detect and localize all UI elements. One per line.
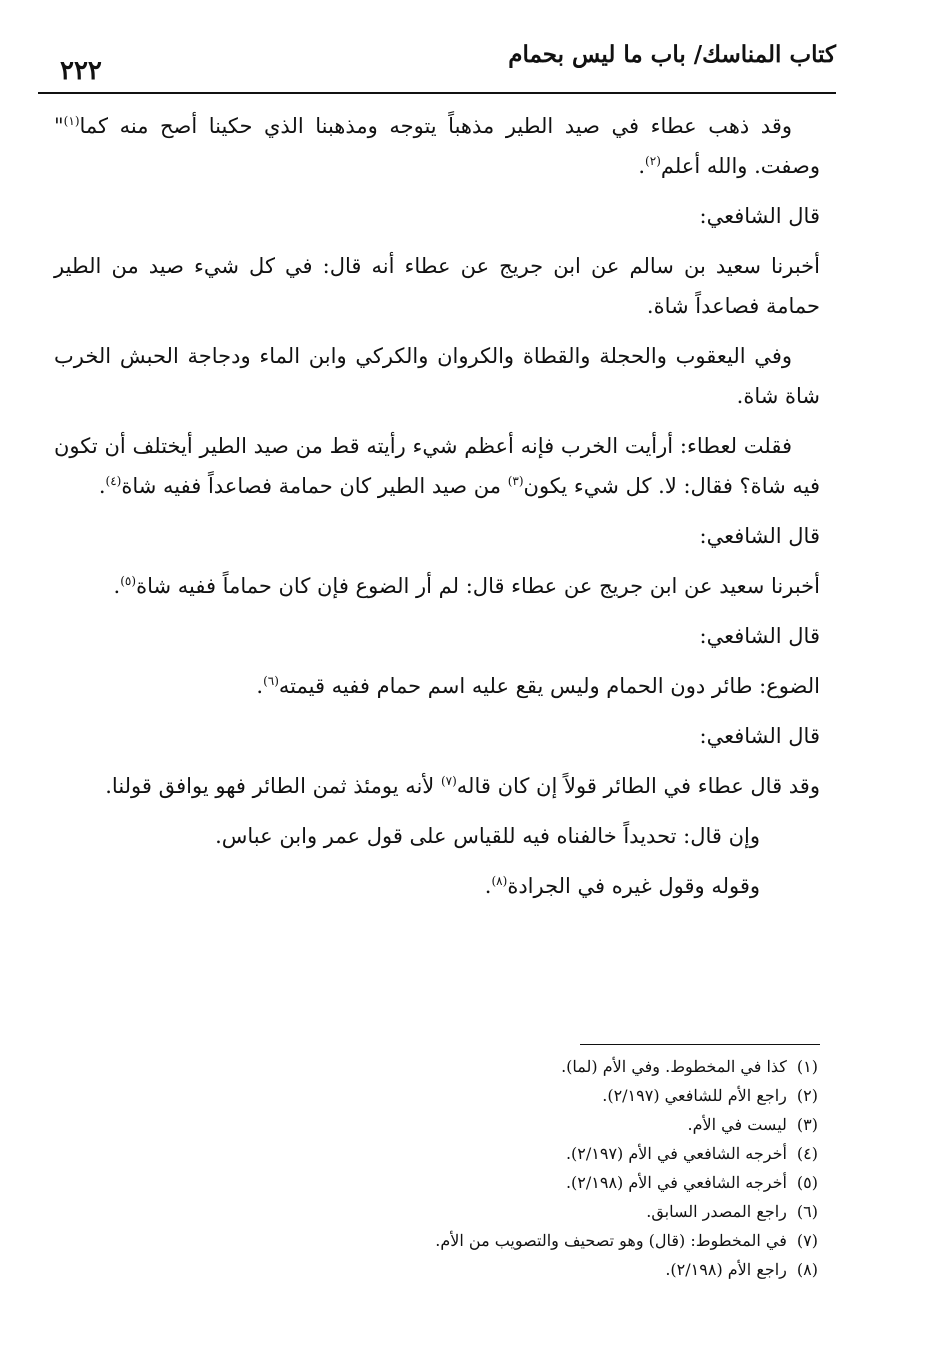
paragraph-5-end: . — [113, 574, 121, 598]
paragraph-1 — [54, 106, 820, 186]
footnote-ref-3: (٣) — [507, 474, 524, 488]
paragraph-4 — [54, 426, 820, 506]
footnotes-list — [60, 1052, 818, 1284]
speaker-heading-1: قال الشافعي: — [699, 204, 820, 228]
paragraph-8: وإن قال: تحديداً خالفناه فيه للقياس على قول عمر وابن عباس. — [215, 824, 760, 848]
footnote-item — [60, 1255, 818, 1284]
footnote-item — [60, 1052, 818, 1081]
paragraph-4-text: فقلت لعطاء: أرأيت الخرب فإنه أعظم شيء رأيته قط من صيد الطير أيختلف أن تكون فيه شاة؟ فقال: لا. كل شيء يكون — [54, 434, 820, 498]
speaker-heading-2: قال الشافعي: — [699, 524, 820, 548]
paragraph-7-mid: لأنه يومئذ ثمن الطائر فهو يوافق قولنا. — [105, 774, 441, 798]
paragraph-4-end: . — [98, 474, 106, 498]
paragraph-7-text: وقد قال عطاء في الطائر قولاً إن كان قاله — [456, 774, 820, 798]
speaker-heading-4: قال الشافعي: — [699, 724, 820, 748]
paragraph-9 — [54, 866, 820, 906]
paragraph-7 — [54, 766, 820, 806]
footnote-ref-6: (٦) — [263, 674, 279, 688]
footnote-text: في المخطوط: (قال) وهو تصحيف والتصويب من الأم. — [435, 1231, 787, 1250]
main-text — [54, 106, 820, 916]
footnote-ref-2: (٢) — [645, 154, 661, 168]
footnote-number: (٣) — [796, 1115, 818, 1134]
paragraph-2: أخبرنا سعيد بن سالم عن ابن جريج عن عطاء أنه قال: في كل شيء صيد من الطير حمامة فصاعداً شاة. — [54, 254, 820, 318]
footnote-number: (٦) — [796, 1202, 818, 1221]
footnote-ref-7: (٧) — [440, 774, 457, 788]
paragraph-5 — [54, 566, 820, 606]
paragraph-1-text: وقد ذهب عطاء في صيد الطير مذهباً يتوجه ومذهبنا الذي حكينا أصح منه كما — [79, 114, 792, 138]
footnote-number: (٥) — [796, 1173, 818, 1192]
footnote-text: راجع الأم للشافعي (٢/١٩٧). — [602, 1086, 787, 1105]
footnote-item — [60, 1197, 818, 1226]
running-header — [40, 34, 836, 90]
footnote-text: أخرجه الشافعي في الأم (٢/١٩٧). — [565, 1144, 787, 1163]
paragraph-4-mid: من صيد الطير كان حمامة فصاعداً ففيه شاة — [121, 474, 508, 498]
footnote-item — [60, 1081, 818, 1110]
footnote-number: (٨) — [796, 1260, 818, 1279]
footnote-number: (٤) — [796, 1144, 818, 1163]
footnote-item — [60, 1110, 818, 1139]
footnote-ref-8: (٨) — [491, 874, 508, 888]
footnote-text: أخرجه الشافعي في الأم (٢/١٩٨). — [565, 1173, 787, 1192]
footnote-rule — [580, 1044, 820, 1045]
paragraph-9-text: وقوله وقول غيره في الجرادة — [507, 874, 760, 898]
footnote-number: (١) — [796, 1057, 818, 1076]
footnote-item — [60, 1168, 818, 1197]
paragraph-5-text: أخبرنا سعيد عن ابن جريج عن عطاء قال: لم أر الضوع فإن كان حماماً ففيه شاة — [136, 574, 820, 598]
footnote-text: ليست في الأم. — [687, 1115, 787, 1134]
running-title: كتاب المناسك/ باب ما ليس بحمام — [508, 41, 836, 68]
paragraph-9-end: . — [484, 874, 492, 898]
paragraph-6-text: الضوع: طائر دون الحمام وليس يقع عليه اسم حمام ففيه قيمته — [278, 674, 820, 698]
paragraph-3: وفي اليعقوب والحجلة والقطاة والكروان والكركي وابن الماء ودجاجة الحبش الخرب شاة شاة. — [54, 344, 820, 408]
paragraph-6-end: . — [256, 674, 264, 698]
footnote-text: راجع المصدر السابق. — [646, 1202, 787, 1221]
footnote-text: راجع الأم (٢/١٩٨). — [665, 1260, 787, 1279]
footnote-ref-1: (١) — [63, 114, 80, 128]
footnote-ref-5: (٥) — [120, 574, 137, 588]
footnote-number: (٢) — [796, 1086, 818, 1105]
footnote-text: كذا في المخطوط. وفي الأم (لما). — [561, 1057, 787, 1076]
footnote-item — [60, 1139, 818, 1168]
header-rule — [38, 92, 836, 94]
footnote-number: (٧) — [796, 1231, 818, 1250]
paragraph-6 — [54, 666, 820, 706]
paragraph-1-end: . — [638, 154, 646, 178]
paragraph-1-mid: " وصفت. والله أعلم — [54, 114, 820, 178]
page-number: ٢٢٢ — [60, 56, 102, 86]
footnote-ref-4: (٤) — [105, 474, 122, 488]
footnote-item — [60, 1226, 818, 1255]
speaker-heading-3: قال الشافعي: — [699, 624, 820, 648]
